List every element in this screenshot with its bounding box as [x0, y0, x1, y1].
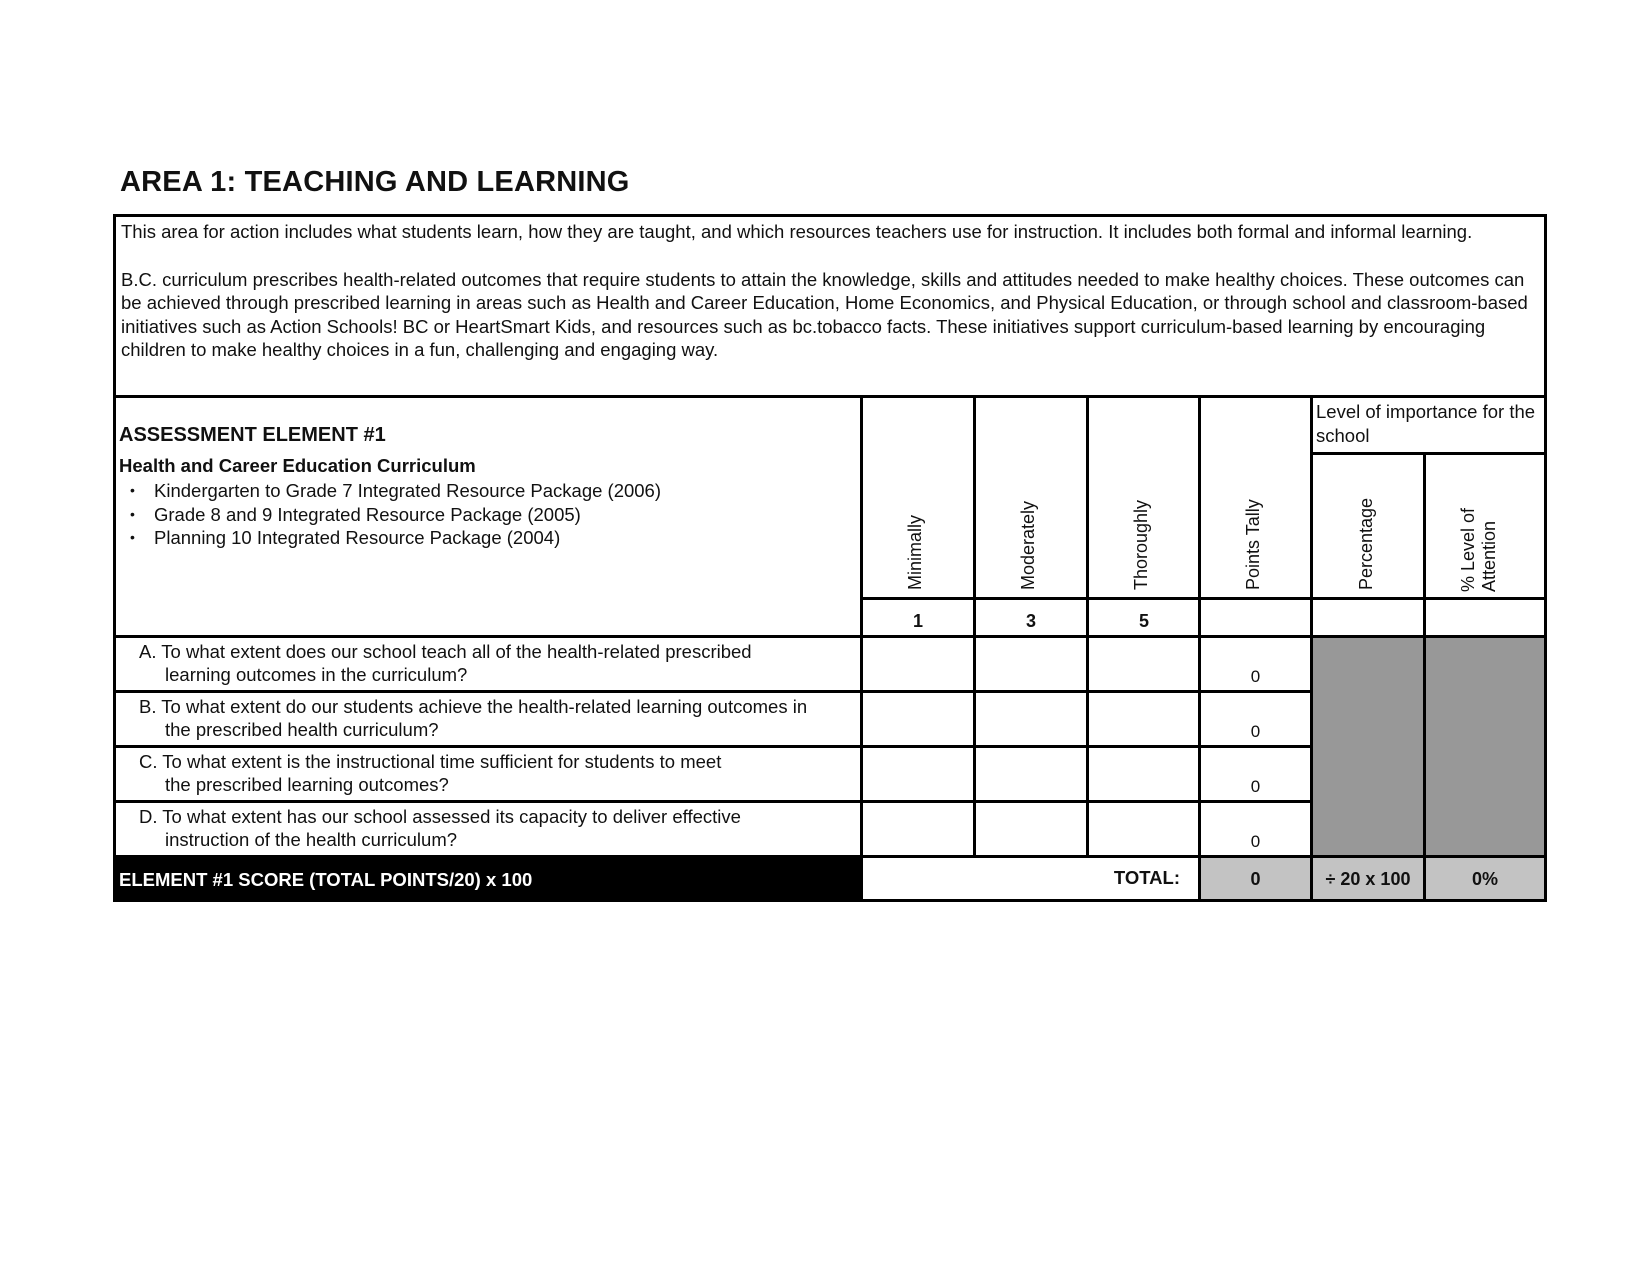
rating-cell-b-thoroughly[interactable] [1089, 693, 1198, 745]
page-title: AREA 1: TEACHING AND LEARNING [120, 166, 630, 198]
question-b: B. To what extent do our students achieve the health-related learning outcomes in the prescribed health curriculum? [139, 696, 808, 740]
scale-thoroughly: 5 [1138, 611, 1149, 631]
total-label: TOTAL: [1113, 867, 1180, 888]
question-d: D. To what extent has our school assessed its capacity to deliver effective instruction of the health curriculum? [139, 806, 741, 850]
rating-cell-d-thoroughly[interactable] [1089, 803, 1198, 855]
tally-c: 0 [1250, 777, 1261, 796]
rating-cell-a-moderately[interactable] [976, 638, 1086, 690]
intro-paragraph-1: This area for action includes what students learn, how they are taught, and which resources teachers use for instruction. It includes both formal and informal learning. [121, 221, 1473, 242]
list-item: • Grade 8 and 9 Integrated Resource Package (2005) [130, 503, 581, 525]
tally-d: 0 [1250, 832, 1261, 851]
question-c: C. To what extent is the instructional time sufficient for students to meet the prescribed learning outcomes? [139, 751, 722, 795]
rating-cell-c-minimally[interactable] [863, 748, 973, 800]
rating-cell-c-thoroughly[interactable] [1089, 748, 1198, 800]
total-value: 0 [1250, 869, 1261, 889]
package-list [119, 479, 819, 550]
bullet-icon: • [130, 529, 135, 545]
intro-box [113, 214, 1547, 398]
importance-header: Level of importance for the school [1316, 401, 1536, 446]
bullet-icon: • [130, 505, 135, 522]
column-header-moderately: Moderately [1018, 500, 1038, 590]
column-header-thoroughly: Thoroughly [1131, 499, 1151, 590]
divisor-label: ÷ 20 x 100 [1325, 869, 1411, 889]
tally-b: 0 [1250, 722, 1261, 741]
rating-cell-b-moderately[interactable] [976, 693, 1086, 745]
scale-moderately: 3 [1025, 611, 1036, 631]
column-header-minimally: Minimally [905, 514, 925, 590]
tally-a: 0 [1250, 667, 1261, 686]
rating-cell-b-minimally[interactable] [863, 693, 973, 745]
column-header-attention: % Level of Attention [1458, 507, 1499, 592]
list-item: • Kindergarten to Grade 7 Integrated Resource Package (2006) [130, 480, 662, 501]
rating-cell-a-minimally[interactable] [863, 638, 973, 690]
element-subheading: Health and Career Education Curriculum [119, 455, 476, 476]
shaded-importance-block [1313, 637, 1547, 857]
bullet-icon: • [130, 482, 135, 498]
score-label: ELEMENT #1 SCORE (TOTAL POINTS/20) x 100 [119, 869, 533, 890]
question-a: A. To what extent does our school teach all of the health-related prescribed learning outcomes in the curriculum? [139, 641, 752, 685]
score-result: 0% [1471, 869, 1498, 889]
rating-cell-c-moderately[interactable] [976, 748, 1086, 800]
scale-minimally: 1 [912, 611, 923, 631]
rating-cell-d-minimally[interactable] [863, 803, 973, 855]
element-heading: ASSESSMENT ELEMENT #1 [119, 424, 386, 446]
list-item: • Planning 10 Integrated Resource Package (2004) [130, 527, 561, 548]
rating-cell-d-moderately[interactable] [976, 803, 1086, 855]
column-header-points-tally: Points Tally [1243, 499, 1263, 590]
intro-paragraph-2: B.C. curriculum prescribes health-related outcomes that require students to attain the knowledge, skills and attitudes needed to make healthy choices. These outcomes can be achieved through prescribed learning in areas such as Health and Career Education, Home Economics, and Physical Education, or through school and classroom-based initiatives such as Action Schools! BC or HeartSmart Kids, and resources such as bc.tobacco facts. These initiatives support curriculum-based learning by encouraging children to make healthy choices in a fun, challenging and engaging way. [121, 268, 1528, 360]
rating-cell-a-thoroughly[interactable] [1089, 638, 1198, 690]
column-header-percentage: Percentage [1356, 497, 1376, 590]
